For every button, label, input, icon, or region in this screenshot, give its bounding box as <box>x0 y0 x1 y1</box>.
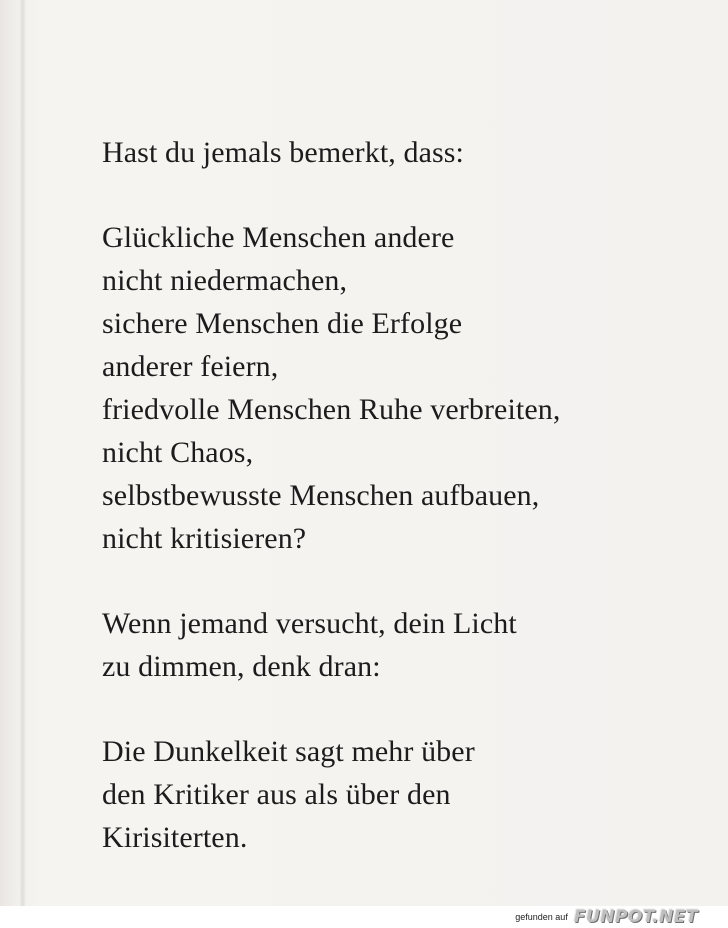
stanza1-line: selbstbewusste Menschen aufbauen, <box>102 479 540 512</box>
brand-logo: FUNPOT.NET <box>573 907 698 927</box>
stanza1-line: nicht niedermachen, <box>102 264 348 297</box>
stanza-gap <box>102 688 702 730</box>
stanza1-line: friedvolle Menschen Ruhe verbreiten, <box>102 393 561 426</box>
stanza-gap <box>102 174 702 216</box>
stanza3-line: den Kritiker aus als über den <box>102 778 451 811</box>
page-gutter <box>20 0 26 906</box>
stanza2-line: Wenn jemand versucht, dein Licht <box>102 607 517 640</box>
stanza1-line: Glückliche Menschen andere <box>102 221 455 254</box>
stanza1-line: anderer feiern, <box>102 350 279 383</box>
intro-line: Hast du jemals bemerkt, dass: <box>102 136 464 169</box>
poem-text <box>102 131 702 859</box>
stanza-gap <box>102 560 702 602</box>
stanza3-line: Kirisiterten. <box>102 821 248 854</box>
stanza3-line: Die Dunkelkeit sagt mehr über <box>102 735 475 768</box>
stanza2-line: zu dimmen, denk dran: <box>102 650 381 683</box>
stanza1-line: sichere Menschen die Erfolge <box>102 307 463 340</box>
stanza1-line: nicht kritisieren? <box>102 522 307 555</box>
found-on-label: gefunden auf <box>515 912 568 922</box>
watermark <box>515 907 698 927</box>
stanza1-line: nicht Chaos, <box>102 436 254 469</box>
